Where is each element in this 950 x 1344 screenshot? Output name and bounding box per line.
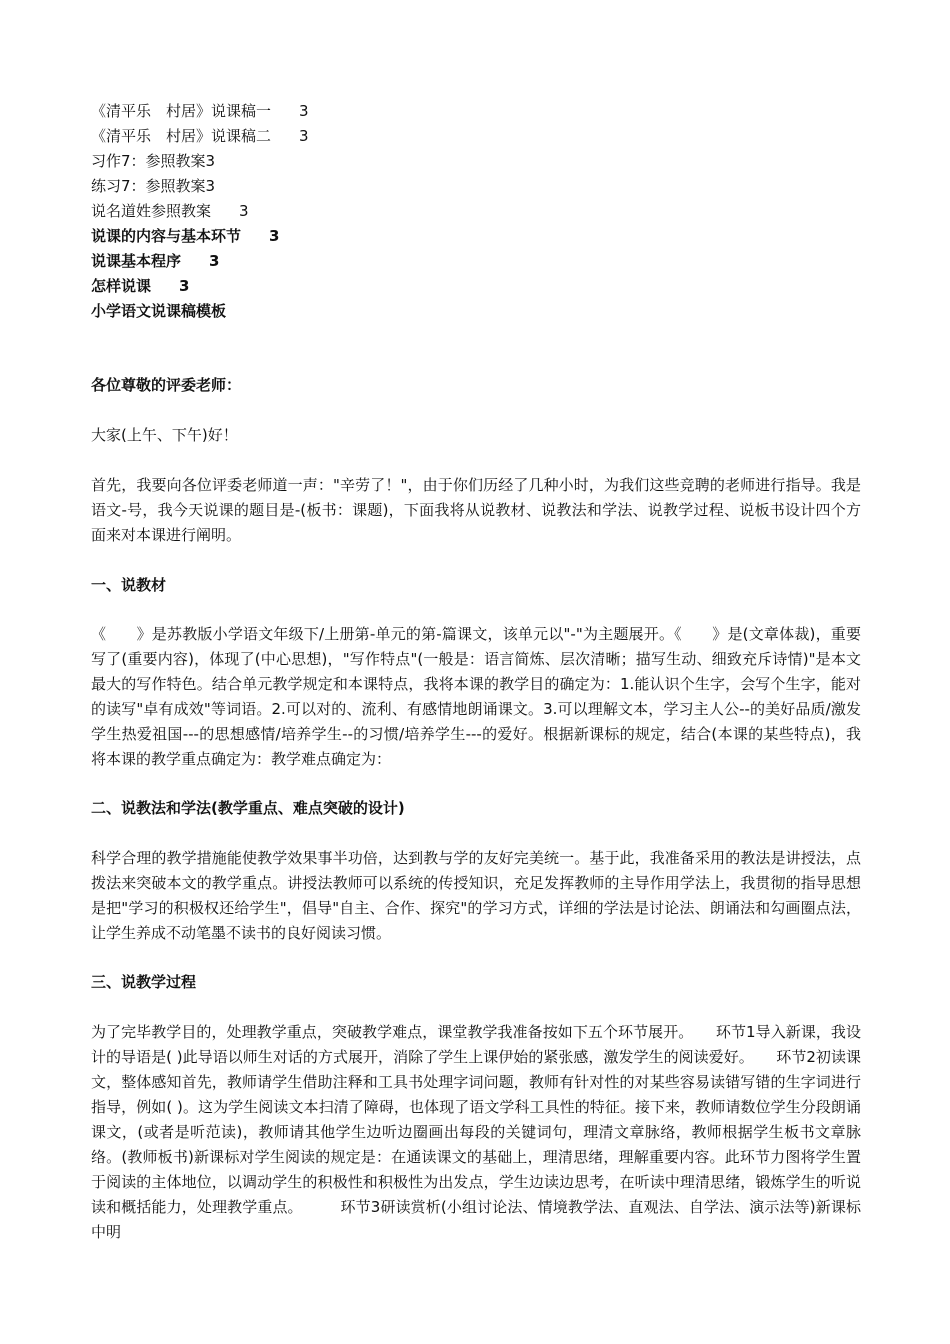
toc-entry[interactable]: 《清平乐 村居》说课稿一 3 <box>91 102 309 120</box>
section-heading-materials: 一、说教材 <box>91 576 167 594</box>
greeting: 各位尊敬的评委老师： <box>91 376 242 394</box>
intro-paragraph: 首先，我要向各位评委老师道一声："辛劳了！"，由于你们历经了几种小时，为我们这些竞聘的老师进行指导。我是语文-号，我今天说课的题目是-(板书：课题)，下面我将从说教材、说教法和学法、说教学过程、说板书设计四个方面来对本课进行阐明。 <box>91 476 861 544</box>
hello-line: 大家(上午、下午)好！ <box>91 426 238 444</box>
toc-entry[interactable]: 练习7：参照教案3 <box>91 177 216 195</box>
toc-entry[interactable]: 《清平乐 村居》说课稿二 3 <box>91 127 309 145</box>
section-heading-process: 三、说教学过程 <box>91 973 197 991</box>
toc-entry[interactable]: 说课基本程序 3 <box>91 252 220 270</box>
table-of-contents <box>91 99 861 324</box>
toc-entry[interactable]: 习作7：参照教案3 <box>91 152 216 170</box>
section-heading-methods: 二、说教法和学法(教学重点、难点突破的设计) <box>91 799 405 817</box>
toc-entry[interactable]: 说名道姓参照教案 3 <box>91 202 249 220</box>
section-body-process: 为了完毕教学目的，处理教学重点，突破教学难点，课堂教学我准备按如下五个环节展开。 环节1导入新课，我设计的导语是( )此导语以师生对话的方式展开，消除了学生上课伊始的紧张感，激发学生的阅读爱好。 环节2初读课文，整体感知首先，教师请学生借助注释和工具书处理字词问题，教师有针对性的对某些容易读错写错的生字词进行指导，例如( )。这为学生阅读文本扫清了障碍，也体现了语文学科工具性的特征。接下来，教师请数位学生分段朗诵课文，(或者是听范读)，教师请其他学生边听边圈画出每段的关键词句，理清文章脉络，教师根据学生板书文章脉络。(教师板书)新课标对学生阅读的规定是：在通读课文的基础上，理清思绪，理解重要内容。此环节力图将学生置于阅读的主体地位，以调动学生的积极性和积极性为出发点，学生边读边思考，在听读中理清思绪，锻炼学生的听说读和概括能力，处理教学重点。 环节3研读赏析(小组讨论法、情境教学法、直观法、自学法、演示法等)新课标中明 <box>91 1023 861 1241</box>
section-body-methods: 科学合理的教学措施能使教学效果事半功倍，达到教与学的友好完美统一。基于此，我准备采用的教法是讲授法，点拨法来突破本文的教学重点。讲授法教师可以系统的传授知识，充足发挥教师的主导作用学法上，我贯彻的指导思想是把"学习的积极权还给学生"，倡导"自主、合作、探究"的学习方式，详细的学法是讨论法、朗诵法和勾画圈点法，让学生养成不动笔墨不读书的良好阅读习惯。 <box>91 849 861 942</box>
toc-entry[interactable]: 小学语文说课稿模板 <box>91 302 227 320</box>
toc-entry[interactable]: 说课的内容与基本环节 3 <box>91 227 280 245</box>
toc-entry[interactable]: 怎样说课 3 <box>91 277 190 295</box>
section-body-materials: 《 》是苏教版小学语文年级下/上册第-单元的第-篇课文，该单元以"-"为主题展开。《 》是(文章体裁)，重要写了(重要内容)，体现了(中心思想)，"写作特点"(一般是：语言简炼、层次清晰；描写生动、细致充斥诗情)"是本文最大的写作特色。结合单元教学规定和本课特点，我将本课的教学目的确定为：1.能认识个生字，会写个生字，能对的读写"卓有成效"等词语。2.可以对的、流利、有感情地朗诵课文。3.可以理解文本，学习主人公--的美好品质/激发学生热爱祖国---的思想感情/培养学生--的习惯/培养学生---的爱好。根据新课标的规定，结合(本课的某些特点)，我将本课的教学重点确定为：教学难点确定为： <box>91 625 861 768</box>
